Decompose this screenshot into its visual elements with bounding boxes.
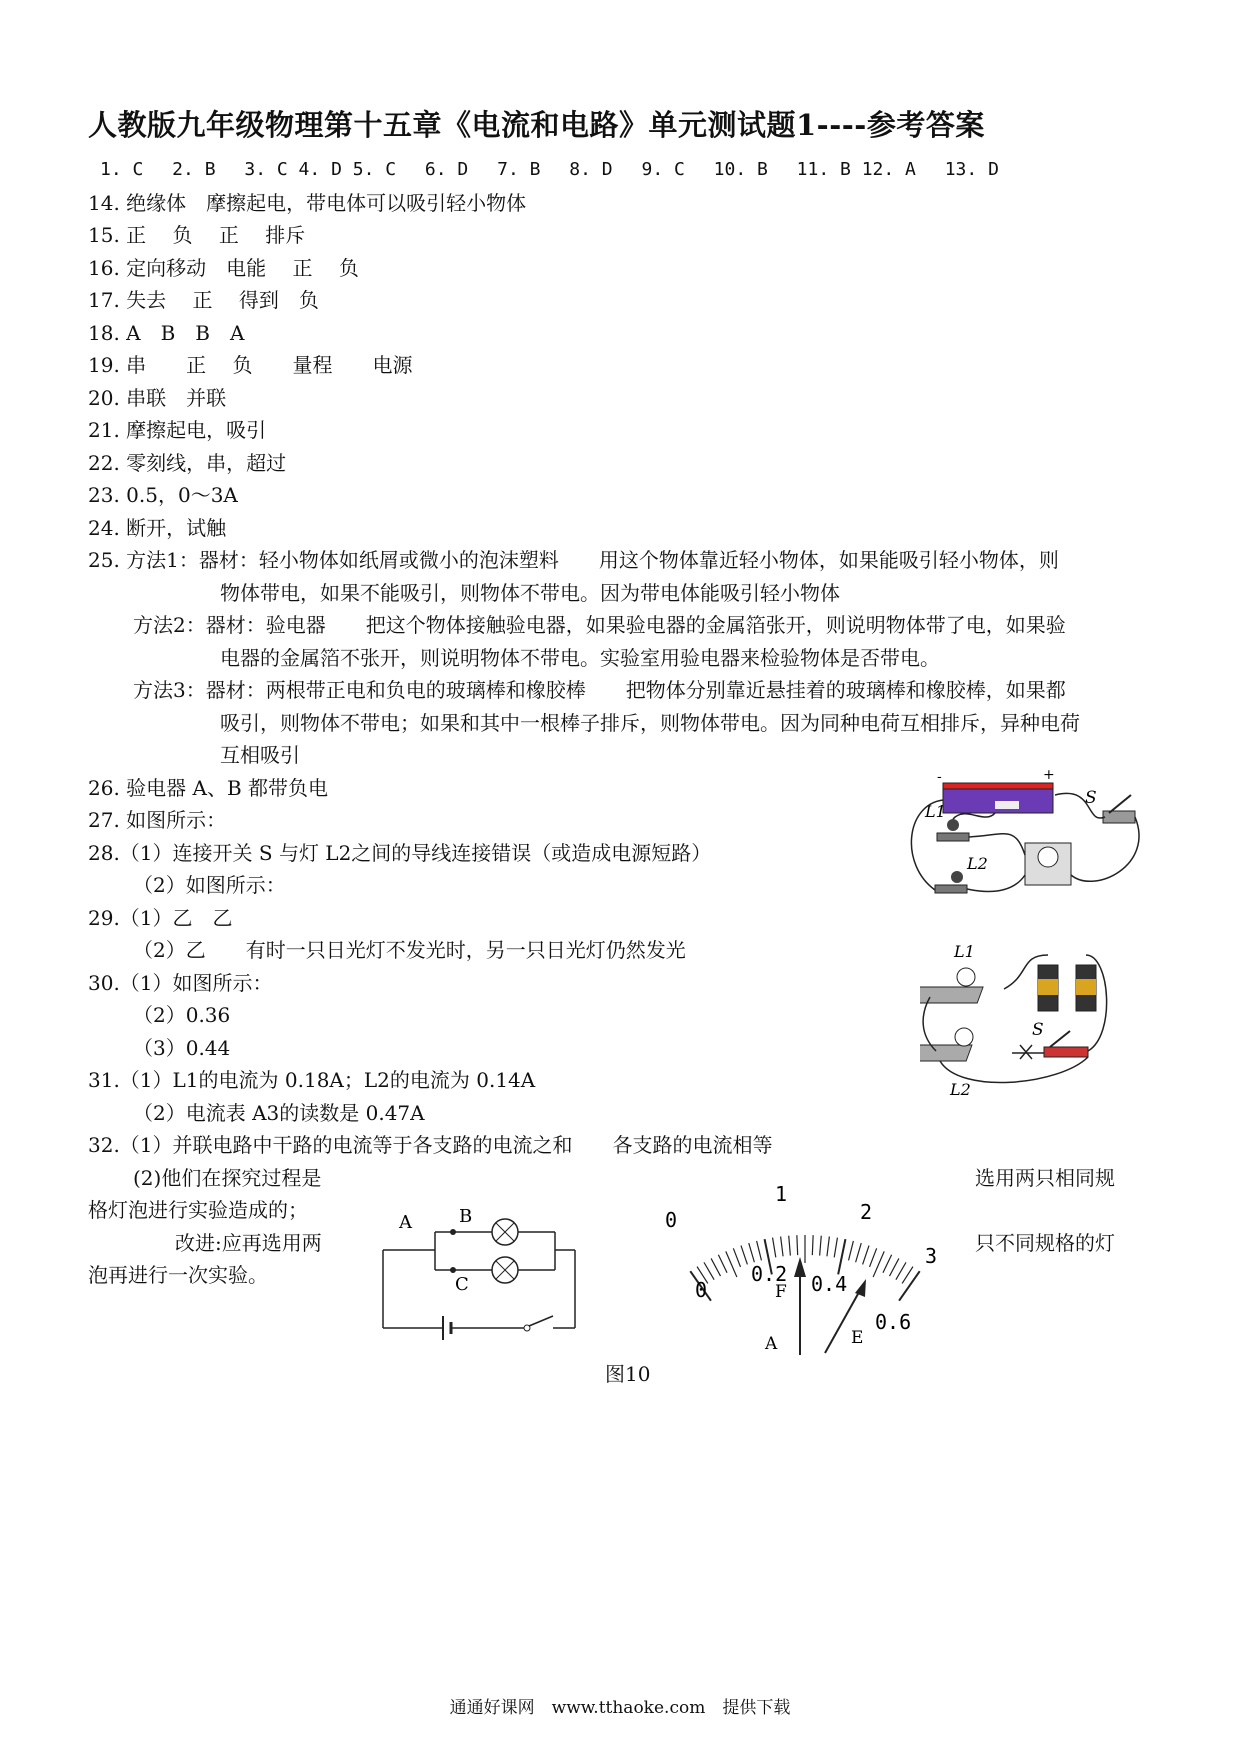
minus-label: - xyxy=(937,769,942,785)
inner-scale-02: 0.2 xyxy=(751,1262,788,1286)
dial-tick xyxy=(873,1251,884,1277)
dial-tick xyxy=(812,1235,813,1255)
dial-tick xyxy=(781,1236,783,1256)
answer-25-method2-cont: 电器的金属箔不张开，则说明物体不带电。实验室用验电器来检验物体是否带电。 xyxy=(220,646,940,670)
answer-21: 21. 摩擦起电，吸引 xyxy=(88,418,267,442)
outer-scale-3: 3 xyxy=(925,1244,938,1268)
dial-tick xyxy=(773,1238,776,1258)
bulb-l2-icon xyxy=(955,1028,973,1046)
answer-32-right-2: 只不同规格的灯 xyxy=(975,1231,1115,1255)
answer-28-2: （2）如图所示： xyxy=(133,873,286,897)
answer-31-2: （2）电流表 A3的读数是 0.47A xyxy=(133,1101,425,1125)
answer-19: 19. 串 正 负 量程 电源 xyxy=(88,353,413,377)
answer-31-1: 31.（1）L1的电流为 0.18A；L2的电流为 0.14A xyxy=(88,1068,536,1092)
dial-tick xyxy=(883,1255,892,1273)
dial-tick xyxy=(726,1251,737,1277)
dial-tick xyxy=(711,1258,720,1276)
dial-tick xyxy=(890,1258,899,1276)
l2-label: L2 xyxy=(950,1080,971,1099)
dial-tick xyxy=(789,1236,791,1256)
point-a-label: A xyxy=(399,1212,412,1233)
outer-scale-0: 0 xyxy=(665,1208,678,1232)
answer-16: 16. 定向移动 电能 正 负 xyxy=(88,256,359,280)
answer-25-method2: 方法2：器材：验电器 把这个物体接触验电器，如果验电器的金属箔张开，则说明物体带了电，如果验 xyxy=(133,613,1066,637)
answer-32-2-cont: 格灯泡进行实验造成的； xyxy=(88,1198,308,1222)
answer-32-right-1: 选用两只相同规 xyxy=(975,1166,1115,1190)
answer-25-method3: 方法3：器材：两根带正电和负电的玻璃棒和橡胶棒 把物体分别靠近悬挂着的玻璃棒和橡胶棒，如果都 xyxy=(133,678,1066,702)
answer-29-1: 29.（1）乙 乙 xyxy=(88,906,233,930)
bulb-l2-icon xyxy=(951,871,963,883)
dial-tick xyxy=(849,1241,854,1260)
dial-tick xyxy=(741,1246,747,1265)
answer-18: 18. A B B A xyxy=(88,321,245,345)
answer-25-method3-cont: 吸引，则物体不带电；如果和其中一根棒子排斥，则物体带电。因为同种电荷互相排斥，异种电荷 xyxy=(220,711,1080,735)
dial-tick xyxy=(902,1267,913,1284)
switch-icon xyxy=(1103,811,1135,823)
dial-ticks xyxy=(690,1235,919,1301)
plus-label: + xyxy=(1043,767,1055,783)
ammeter-dial xyxy=(655,1175,960,1365)
footer-credit: 通通好课网 www.tthaoke.com 提供下载 xyxy=(449,1698,791,1718)
l1-label: L1 xyxy=(954,942,975,961)
l1-label: L1 xyxy=(925,802,946,821)
dial-tick xyxy=(827,1236,829,1256)
dial-tick xyxy=(718,1255,727,1273)
outer-scale-2: 2 xyxy=(860,1200,873,1224)
bulb-l1-base xyxy=(920,987,983,1003)
answer-25-method3-end: 互相吸引 xyxy=(220,743,300,767)
switch-icon xyxy=(1044,1047,1088,1057)
dial-tick xyxy=(757,1241,762,1260)
answer-20: 20. 串联 并联 xyxy=(88,386,227,410)
parallel-circuit-diagram xyxy=(375,1200,590,1340)
answer-32-1: 32.（1）并联电路中干路的电流等于各支路的电流之和 各支路的电流相等 xyxy=(88,1133,773,1157)
inner-scale-06: 0.6 xyxy=(875,1310,912,1334)
dial-tick xyxy=(896,1262,906,1279)
battery-icon xyxy=(943,787,1053,813)
dial-tick xyxy=(870,1248,877,1267)
dial-tick xyxy=(749,1243,755,1262)
answer-23: 23. 0.5，0～3A xyxy=(88,483,238,507)
dial-tick xyxy=(863,1246,869,1265)
answer-22: 22. 零刻线，串，超过 xyxy=(88,451,287,475)
point-c-label: C xyxy=(455,1274,469,1295)
point-b-label: B xyxy=(459,1206,473,1227)
switch-label: S xyxy=(1032,1020,1044,1040)
dial-tick xyxy=(834,1238,837,1258)
answer-15: 15. 正 负 正 排斥 xyxy=(88,223,306,247)
outer-scale-1: 1 xyxy=(775,1182,788,1206)
figure-caption: 图10 xyxy=(605,1362,651,1386)
dial-tick xyxy=(899,1271,920,1300)
answer-28-1: 28.（1）连接开关 S 与灯 L2之间的导线连接错误（或造成电源短路） xyxy=(88,841,712,865)
label-f: F xyxy=(775,1282,787,1302)
dial-tick xyxy=(838,1239,845,1274)
label-a: A xyxy=(765,1334,778,1354)
answer-30-3: （3）0.44 xyxy=(133,1036,231,1060)
inner-scale-0: 0 xyxy=(695,1278,708,1302)
mc-answers: 1. C 2. B 3. C 4. D 5. C 6. D 7. B 8. D 9. C 10. B 11. B 12. A 13. D xyxy=(100,159,999,180)
circuit-figure-1 xyxy=(895,765,1155,905)
circuit-figure-2 xyxy=(920,935,1120,1100)
switch-label: S xyxy=(1085,788,1097,808)
bulb-l1-icon xyxy=(947,819,959,831)
answer-26: 26. 验电器 A、B 都带负电 xyxy=(88,776,329,800)
label-e: E xyxy=(851,1328,864,1348)
l2-label: L2 xyxy=(967,854,988,873)
answer-25-method1-cont: 物体带电，如果不能吸引，则物体不带电。因为带电体能吸引轻小物体 xyxy=(220,581,840,605)
answer-32-improve-cont: 泡再进行一次实验。 xyxy=(88,1263,268,1287)
answer-24: 24. 断开，试触 xyxy=(88,516,227,540)
answer-32-2: (2)他们在探究过程是 xyxy=(133,1166,322,1190)
answer-30-2: （2）0.36 xyxy=(133,1003,231,1027)
bulb-l1-icon xyxy=(957,968,975,986)
answer-14: 14. 绝缘体 摩擦起电，带电体可以吸引轻小物体 xyxy=(88,191,527,215)
dial-tick xyxy=(856,1243,862,1262)
dial-tick xyxy=(733,1248,740,1267)
answer-32-improve: 改进:应再选用两 xyxy=(175,1231,322,1255)
answer-27: 27. 如图所示： xyxy=(88,808,227,832)
answer-30-1: 30.（1）如图所示： xyxy=(88,971,273,995)
page-title: 人教版九年级物理第十五章《电流和电路》单元测试题1----参考答案 xyxy=(88,108,985,142)
dial-tick xyxy=(820,1236,822,1256)
answer-17: 17. 失去 正 得到 负 xyxy=(88,288,319,312)
dial-tick xyxy=(797,1235,798,1255)
answer-29-2: （2）乙 有时一只日光灯不发光时，另一只日光灯仍然发光 xyxy=(133,938,686,962)
answer-25-method1: 25. 方法1：器材：轻小物体如纸屑或微小的泡沫塑料 用这个物体靠近轻小物体，如果能吸引轻小物体，则 xyxy=(88,548,1059,572)
inner-scale-04: 0.4 xyxy=(811,1272,848,1296)
